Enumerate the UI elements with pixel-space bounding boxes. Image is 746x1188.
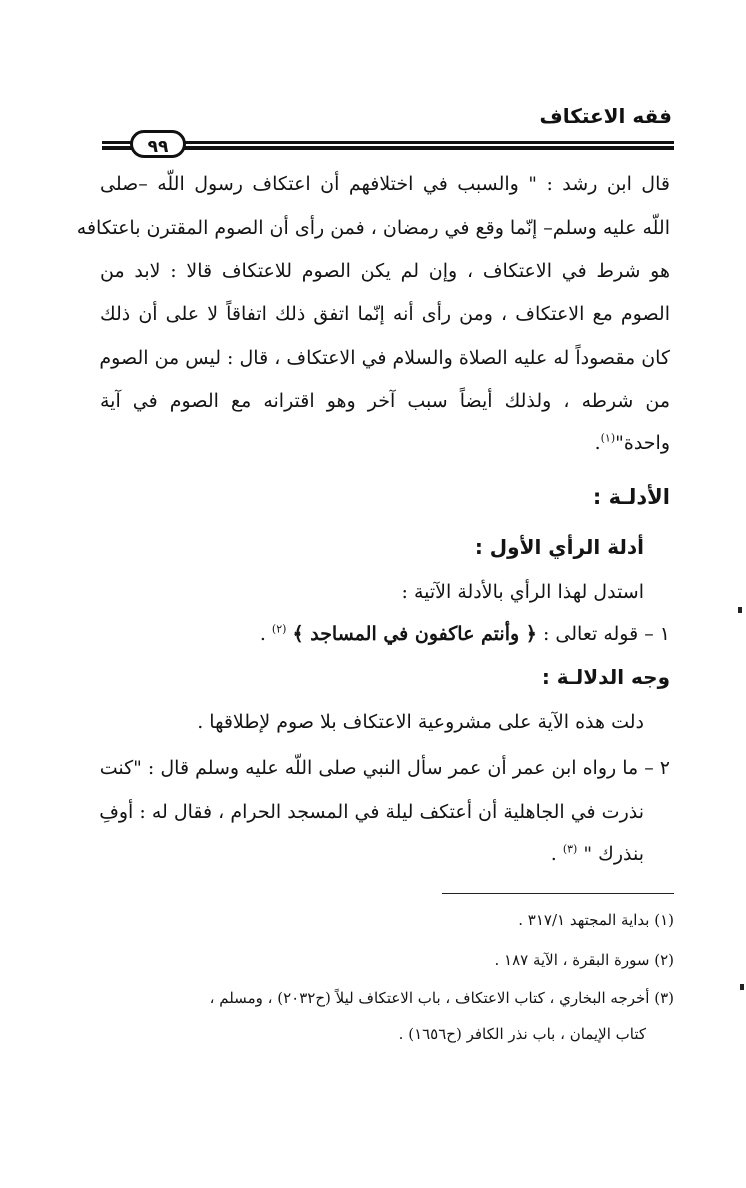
- scan-mark: [740, 984, 744, 990]
- item2-end-mark: .: [550, 843, 557, 865]
- page-number-badge: ٩٩: [130, 130, 186, 158]
- evidence-item-2-line: نذرت في الجاهلية أن أعتكف ليلة في المسجد الحرام ، فقال له : أوفِ: [99, 801, 644, 823]
- paragraph-last-line: [595, 431, 670, 457]
- paragraph-line: الصوم مع الاعتكاف ، ومن رأى أنه إنّما اتفق ذلك اتفاقاً لا على أن ذلك: [100, 303, 670, 325]
- footnote-2: (٢) سورة البقرة ، الآية ١٨٧ .: [494, 951, 674, 969]
- footnote-separator: [442, 893, 674, 894]
- scan-mark: [738, 607, 742, 613]
- header-rule-line-bottom: [102, 146, 674, 150]
- quran-verse: ﴿ وأنتم عاكفون في المساجد ﴾: [292, 623, 537, 645]
- item2-last-text: بنذرك ": [583, 843, 644, 865]
- paragraph-last-text: واحدة": [615, 432, 670, 454]
- evidence-item-1: [260, 622, 670, 648]
- footnote-3: (٣) أخرجه البخاري ، كتاب الاعتكاف ، باب الاعتكاف ليلاً (ح٢٠٣٢) ، ومسلم ،: [209, 989, 674, 1007]
- footnote-1: (١) بداية المجتهد ٣١٧/١ .: [518, 911, 674, 929]
- paragraph-line: من شرطه ، ولذلك أيضاً سبب آخر وهو اقترانه مع الصوم في آية: [100, 390, 670, 412]
- inference-text: دلت هذه الآية على مشروعية الاعتكاف بلا صوم لإطلاقها .: [197, 711, 644, 733]
- header-rule-line-top: [102, 141, 674, 144]
- running-title: فقه الاعتكاف: [539, 104, 672, 128]
- paragraph-line: هو شرط في الاعتكاف ، وإن لم يكن الصوم للاعتكاف قالا : لابد من: [100, 260, 670, 282]
- footnote-ref-1: (١): [600, 431, 616, 445]
- paragraph-line: اللّه عليه وسلم– إنّما وقع في رمضان ، فمن رأى أن الصوم المقترن باعتكافه: [76, 217, 670, 239]
- heading-evidence: الأدلـة :: [592, 485, 670, 509]
- evidence-item-2-last-line: [551, 842, 644, 868]
- paragraph-line: قال ابن رشد : " والسبب في اختلافهم أن اعتكاف رسول اللّه –صلى: [100, 173, 670, 195]
- paragraph-end-mark: .: [594, 432, 601, 454]
- footnote-ref-3: (٣): [562, 842, 578, 856]
- footnote-ref-2: (٢): [271, 622, 287, 636]
- intro-line: استدل لهذا الرأي بالأدلة الآتية :: [401, 581, 644, 603]
- subheading-first-view: أدلة الرأي الأول :: [474, 535, 644, 559]
- paragraph-line: كان مقصوداً له عليه الصلاة والسلام في الاعتكاف ، قال : ليس من الصوم: [99, 347, 670, 369]
- footnote-3-continuation: كتاب الإيمان ، باب نذر الكافر (ح١٦٥٦) .: [398, 1025, 646, 1043]
- evidence-item-2-line: ٢ – ما رواه ابن عمر أن عمر سأل النبي صلى اللّه عليه وسلم قال : "كنت: [99, 757, 670, 779]
- item1-end-mark: .: [259, 623, 266, 645]
- header-rule: [102, 138, 674, 153]
- item1-prefix: ١ – قوله تعالى :: [542, 623, 670, 645]
- subheading-inference: وجه الدلالـة :: [541, 665, 670, 689]
